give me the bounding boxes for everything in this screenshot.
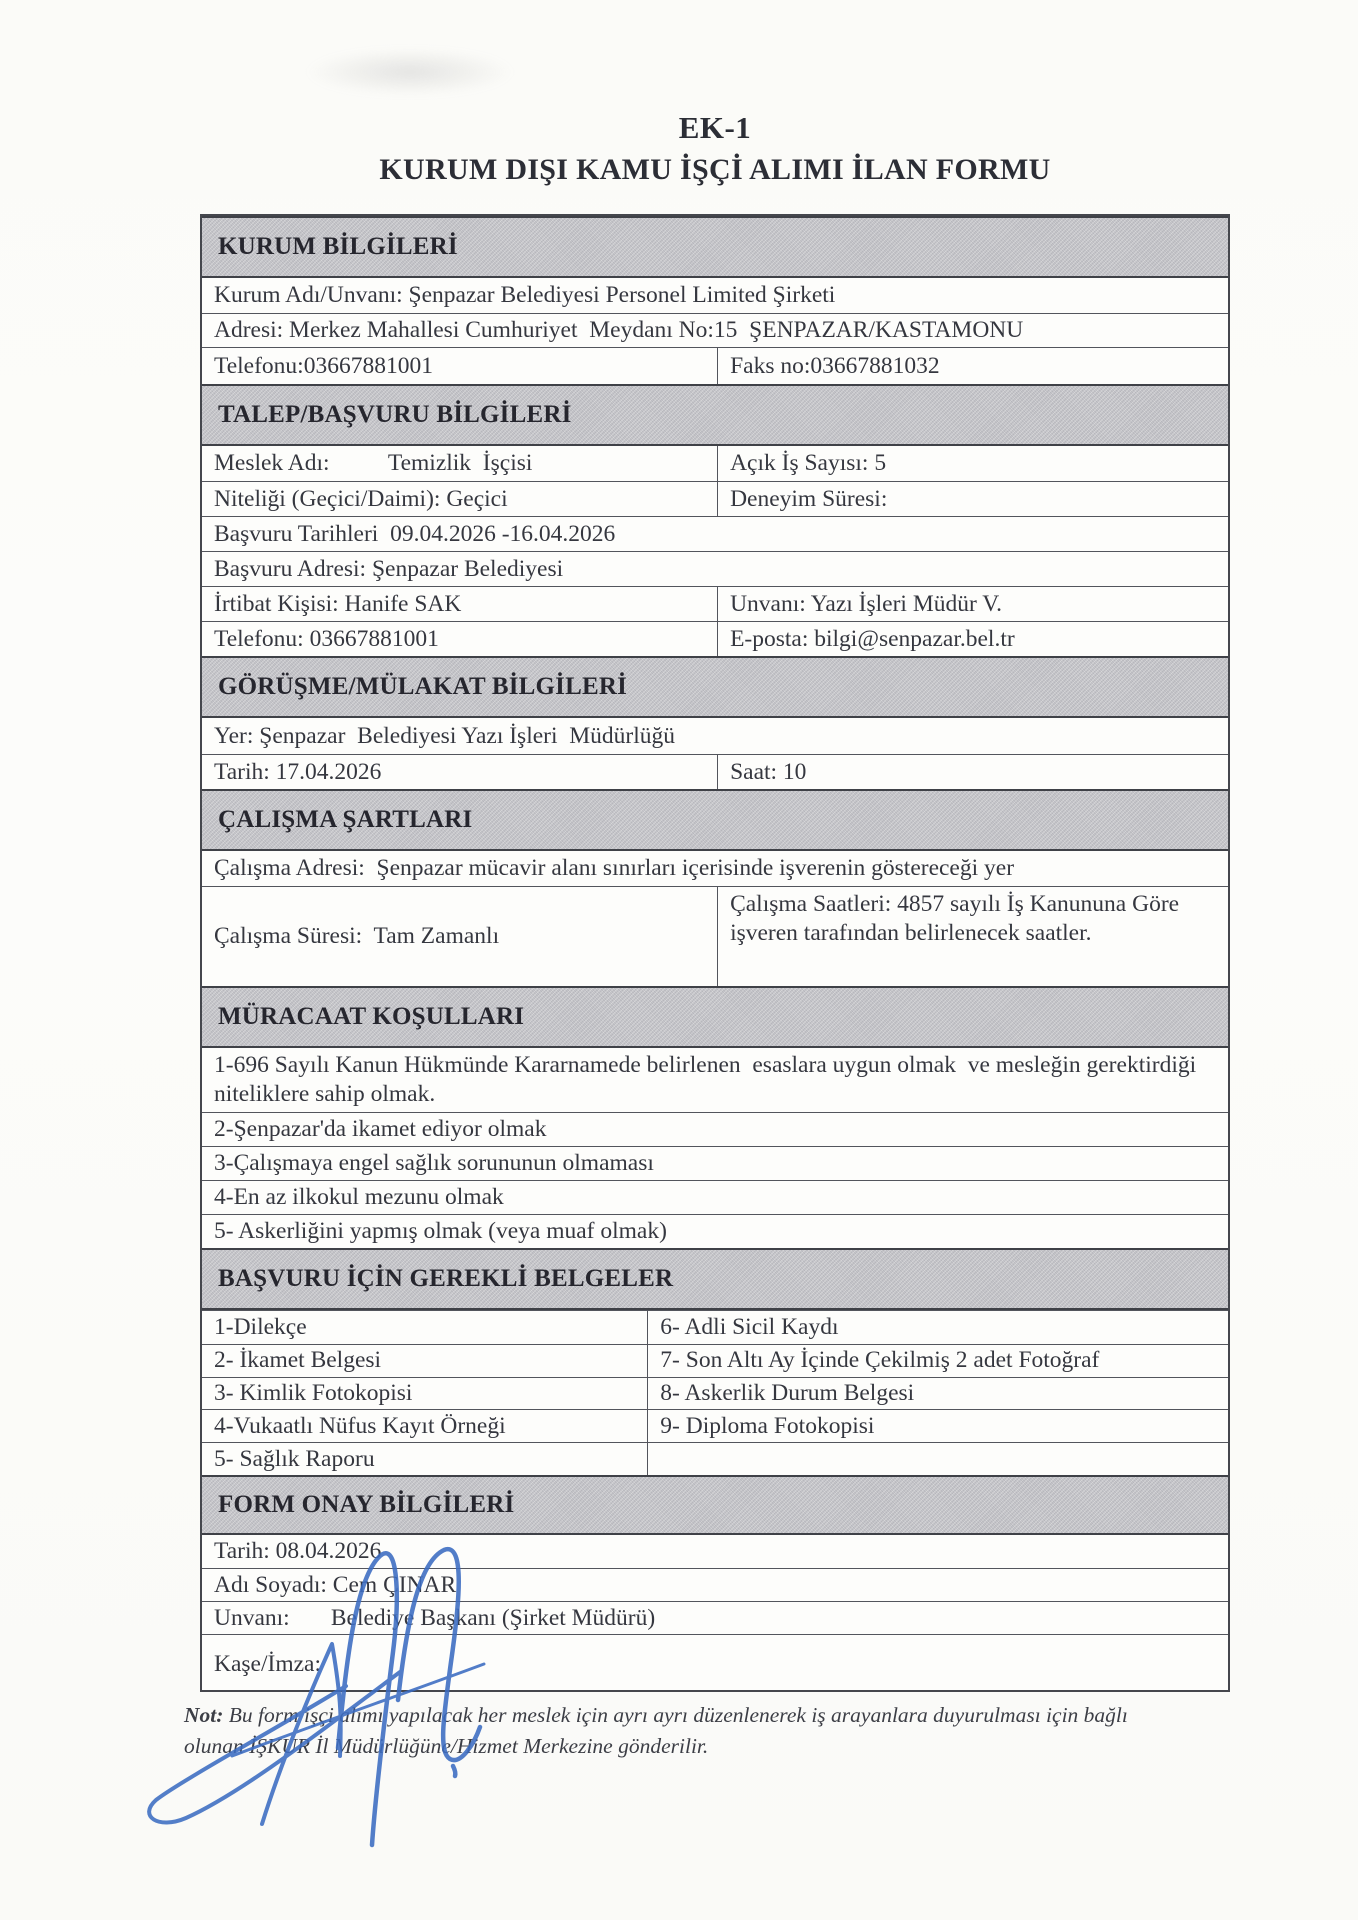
table-row (202, 1048, 1228, 1112)
footnote-line-2: olunan İŞKUR İl Müdürlüğüne/Hizmet Merkezine gönderilir. (184, 1734, 709, 1758)
footnote-text-1: Bu form işçi alımı yapılacak her meslek için ayrı ayrı düzenlenerek iş arayanlara duyurulması için bağlı (223, 1703, 1128, 1727)
telefon-value: Telefonu:03667881001 (202, 348, 718, 384)
section-header-gerekli-belgeler: BAŞVURU İÇİN GEREKLİ BELGELER (202, 1248, 1228, 1310)
onay-ad-soyad-value: Adı Soyadı: Cem ÇINAR (214, 1571, 457, 1598)
section-header-kurum-bilgileri: KURUM BİLGİLERİ (202, 216, 1228, 278)
table-row (202, 886, 1228, 986)
gorusme-tarih-value: Tarih: 17.04.2026 (202, 755, 718, 789)
belgeler-col-right (648, 1311, 1228, 1475)
belge-item-4: 4-Vukaatlı Nüfus Kayıt Örneği (202, 1409, 647, 1442)
table-row (202, 718, 1228, 754)
footnote-line-1 (184, 1700, 1236, 1731)
belge-item-2: 2- İkamet Belgesi (202, 1344, 647, 1377)
onay-unvan-value: Unvanı: Belediye Başkanı (Şirket Müdürü) (214, 1604, 656, 1631)
belge-item-1: 1-Dilekçe (214, 1313, 307, 1340)
table-row (202, 551, 1228, 586)
meslek-adi-value: Meslek Adı: Temizlik İşçisi (202, 446, 718, 481)
table-row (202, 1535, 1228, 1568)
form-tag: EK-1 (678, 110, 752, 145)
belge-item-8: 8- Askerlik Durum Belgesi (648, 1377, 1228, 1410)
table-row (202, 851, 1228, 886)
table-row (202, 313, 1228, 347)
calisma-suresi-value: Çalışma Süresi: Tam Zamanlı (202, 887, 718, 986)
section-header-muracaat-kosullari: MÜRACAAT KOŞULLARI (202, 986, 1228, 1048)
signature-stroke (453, 1766, 455, 1776)
niteligi-value: Niteliği (Geçici/Daimi): Geçici (202, 482, 718, 516)
table-row (202, 1180, 1228, 1214)
table-row (202, 621, 1228, 656)
table-row (202, 586, 1228, 621)
belge-item-3: 3- Kimlik Fotokopisi (202, 1377, 647, 1410)
table-row (202, 754, 1228, 789)
muracaat-kosul-5: 5- Askerliğini yapmış olmak (veya muaf olmak) (214, 1218, 667, 1245)
irtibat-telefon-value: Telefonu: 03667881001 (202, 622, 718, 656)
section-header-calisma-sartlari: ÇALIŞMA ŞARTLARI (202, 789, 1228, 851)
eposta-value: E-posta: bilgi@senpazar.bel.tr (730, 625, 1015, 652)
ilan-form-table (200, 214, 1230, 1692)
calisma-saatleri-value: Çalışma Saatleri: 4857 sayılı İş Kanununa Göre işveren tarafından belirlenecek saatler. (730, 891, 1191, 946)
table-row (202, 1634, 1228, 1694)
basvuru-tarihleri-value: Başvuru Tarihleri 09.04.2026 -16.04.2026 (214, 520, 616, 547)
adres-value: Adresi: Merkez Mahallesi Cumhuriyet Meydanı No:15 ŞENPAZAR/KASTAMONU (214, 317, 1024, 344)
belge-item-5: 5- Sağlık Raporu (202, 1442, 647, 1475)
muracaat-kosul-4: 4-En az ilkokul mezunu olmak (214, 1184, 504, 1211)
belge-item-9: 9- Diploma Fotokopisi (648, 1409, 1228, 1442)
section-header-talep-basvuru: TALEP/BAŞVURU BİLGİLERİ (202, 384, 1228, 446)
faks-value: Faks no:03667881032 (730, 352, 940, 379)
belgeler-col-left (202, 1311, 648, 1475)
muracaat-kosul-1: 1-696 Sayılı Kanun Hükmünde Kararnamede belirlenen esaslara uygun olmak ve mesleğin gerektirdiği niteliklere sahip olmak. (214, 1052, 1203, 1107)
table-row (202, 347, 1228, 384)
muracaat-kosul-2: 2-Şenpazar'da ikamet ediyor olmak (214, 1116, 547, 1143)
belge-item-6: 6- Adli Sicil Kaydı (660, 1313, 839, 1340)
irtibat-unvan-value: Unvanı: Yazı İşleri Müdür V. (730, 590, 1003, 617)
muracaat-kosul-3: 3-Çalışmaya engel sağlık sorununun olmaması (214, 1150, 654, 1177)
basvuru-adresi-value: Başvuru Adresi: Şenpazar Belediyesi (214, 555, 564, 582)
gorusme-saat-value: Saat: 10 (730, 758, 807, 785)
section-header-form-onay: FORM ONAY BİLGİLERİ (202, 1475, 1228, 1535)
table-row (202, 1112, 1228, 1146)
table-row (202, 481, 1228, 516)
kase-imza-label: Kaşe/İmza: (214, 1651, 322, 1678)
page-title: KURUM DIŞI KAMU İŞÇİ ALIMI İLAN FORMU (379, 153, 1051, 186)
section-header-gorusme-mulakat: GÖRÜŞME/MÜLAKAT BİLGİLERİ (202, 656, 1228, 718)
deneyim-suresi-value: Deneyim Süresi: (730, 485, 888, 512)
footnote-label: Not: (184, 1703, 224, 1727)
belge-item-empty (648, 1442, 1228, 1475)
table-row (202, 1214, 1228, 1248)
belgeler-table (202, 1310, 1228, 1475)
kurum-adi-value: Kurum Adı/Unvanı: Şenpazar Belediyesi Personel Limited Şirketi (214, 282, 836, 309)
table-row (202, 1601, 1228, 1634)
belge-item-7: 7- Son Altı Ay İçinde Çekilmiş 2 adet Fotoğraf (648, 1344, 1228, 1377)
document-header (200, 110, 1230, 187)
table-row (202, 516, 1228, 551)
table-row (202, 1568, 1228, 1601)
acik-is-sayisi-value: Açık İş Sayısı: 5 (730, 450, 887, 477)
table-row (202, 446, 1228, 481)
gorusme-yer-value: Yer: Şenpazar Belediyesi Yazı İşleri Müdürlüğü (214, 722, 676, 749)
scan-smudge (305, 48, 515, 96)
irtibat-kisisi-value: İrtibat Kişisi: Hanife SAK (202, 587, 718, 621)
onay-tarih-value: Tarih: 08.04.2026 (214, 1538, 382, 1565)
footnote (184, 1700, 1236, 1762)
table-row (202, 278, 1228, 313)
calisma-adresi-value: Çalışma Adresi: Şenpazar mücavir alanı sınırları içerisinde işverenin göstereceği yer (214, 855, 1015, 882)
table-row (202, 1146, 1228, 1180)
